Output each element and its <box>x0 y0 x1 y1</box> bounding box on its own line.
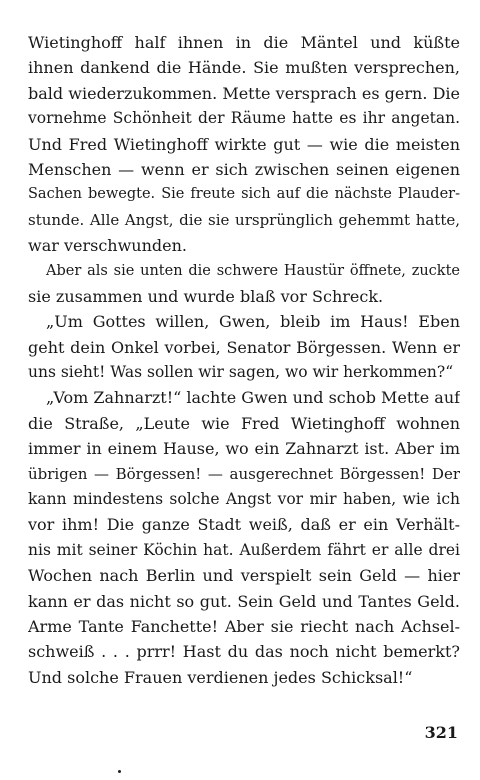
text-line: vornehme Schönheit der Räume hatte es ihr angetan. <box>28 109 460 128</box>
text-line: Und solche Frauen verdienen jedes Schicksal!“ <box>28 667 413 687</box>
text-line: bald wiederzukommen. Mette versprach es gern. Die <box>28 83 460 103</box>
text-line: Wietinghoff half ihnen in die Mäntel und küßte <box>28 33 460 52</box>
text-line: Arme Tante Fanchette! Aber sie riecht nach Achsel- <box>28 616 460 636</box>
text-line: geht dein Onkel vorbei, Senator Börgessen. Wenn er <box>28 337 460 357</box>
text-line: sie zusammen und wurde blaß vor Schreck. <box>28 286 384 306</box>
text-line: war verschwunden. <box>28 236 188 256</box>
text-line: immer in einem Hause, wo ein Zahnarzt ist. Aber im <box>28 439 460 459</box>
text-line: Sachen bewegte. Sie freute sich auf die nächste Plauder- <box>28 186 460 203</box>
text-line: Wochen nach Berlin und verspielt sein Geld — hier <box>28 566 460 586</box>
text-line: uns sieht! Was sollen wir sagen, wo wir herkommen?“ <box>28 363 454 382</box>
text-line: kann er das nicht so gut. Sein Geld und Tantes Geld. <box>28 591 460 611</box>
text-line: ihnen dankend die Hände. Sie mußten versprechen, <box>28 58 460 78</box>
text-line: nis mit seiner Köchin hat. Außerdem fährt er alle drei <box>28 540 460 559</box>
text-line: Und Fred Wietinghoff wirkte gut — wie die meisten <box>28 134 460 154</box>
text-line: Aber als sie unten die schwere Haustür öffnete, zuckte <box>46 262 460 279</box>
print-speck <box>118 770 121 773</box>
body-text <box>28 30 460 690</box>
text-line: die Straße, „Leute wie Fred Wietinghoff wohnen <box>28 413 460 433</box>
text-line: vor ihm! Die ganze Stadt weiß, daß er ein Verhält- <box>28 515 460 535</box>
text-line: schweiß . . . prrr! Hast du das noch nicht bemerkt? <box>28 642 460 662</box>
text-line: kann mindestens solche Angst vor mir haben, wie ich <box>28 490 460 509</box>
page-number: 321 <box>424 723 458 742</box>
text-line: stunde. Alle Angst, die sie ursprünglich gehemmt hatte, <box>28 210 460 229</box>
text-line: übrigen — Börgessen! — ausgerechnet Börgessen! Der <box>28 464 460 483</box>
text-line: Menschen — wenn er sich zwischen seinen eigenen <box>28 159 460 179</box>
text-line: „Vom Zahnarzt!“ lachte Gwen und schob Mette auf <box>46 388 460 408</box>
text-line: „Um Gottes willen, Gwen, bleib im Haus! Eben <box>46 312 460 332</box>
